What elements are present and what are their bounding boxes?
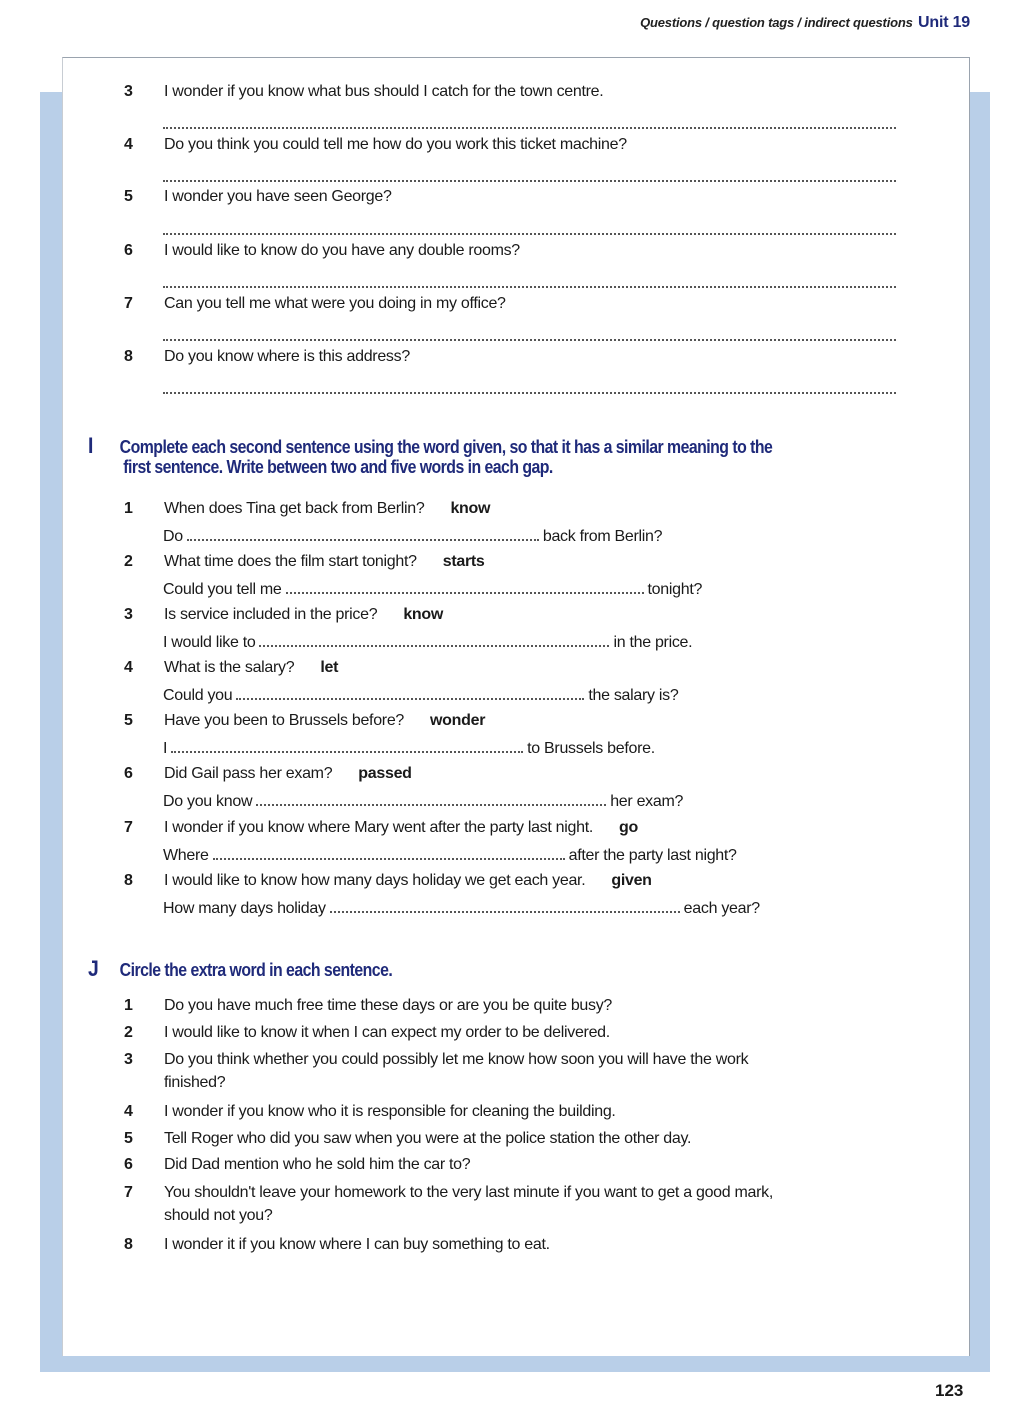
section-i-heading (88, 433, 773, 477)
transformation-line (163, 792, 683, 811)
item-text-continued[interactable]: finished? (164, 1074, 226, 1091)
item-text[interactable]: Do you think whether you could possibly let me know how soon you will have the work (164, 1051, 749, 1068)
item-text[interactable]: Tell Roger who did you saw when you were at the police station the other day. (164, 1130, 692, 1147)
answer-line[interactable] (163, 339, 896, 341)
item-number: 3 (124, 1051, 133, 1068)
suffix: the salary is? (588, 687, 679, 704)
item-text: Can you tell me what were you doing in my office? (164, 295, 506, 312)
answer-gap[interactable] (259, 633, 609, 647)
answer-line[interactable] (163, 180, 896, 182)
item-number: 8 (124, 872, 133, 889)
keyword: wonder (430, 712, 486, 729)
unit-label: Unit 19 (918, 14, 970, 31)
suffix: each year? (683, 900, 760, 917)
item-number: 2 (124, 553, 133, 570)
suffix: back from Berlin? (542, 528, 663, 545)
item-text[interactable]: Did Dad mention who he sold him the car to? (164, 1156, 471, 1173)
item-text: I would like to know do you have any double rooms? (164, 242, 520, 259)
answer-line[interactable] (163, 127, 896, 129)
prefix: I would like to (163, 634, 256, 651)
item-number: 7 (124, 1184, 133, 1201)
item-number: 7 (124, 819, 133, 836)
item-text-continued[interactable]: should not you? (164, 1207, 273, 1224)
item-number: 4 (124, 136, 133, 153)
instruction-line-1: Complete each second sentence using the word given, so that it has a similar meaning to the (119, 437, 773, 457)
item-number: 5 (124, 1130, 133, 1147)
item-sentence: What is the salary? (164, 659, 295, 676)
suffix: to Brussels before. (527, 740, 655, 757)
item-sentence: What time does the film start tonight? (164, 553, 417, 570)
transformation-line (163, 846, 737, 865)
prefix: Could you (163, 687, 233, 704)
running-header (640, 14, 970, 32)
item-text[interactable]: I wonder if you know who it is responsible for cleaning the building. (164, 1103, 616, 1120)
answer-line[interactable] (163, 286, 896, 288)
suffix: after the party last night? (568, 847, 737, 864)
item-number: 4 (124, 1103, 133, 1120)
transformation-line (163, 580, 702, 599)
item-text: I wonder you have seen George? (164, 188, 392, 205)
keyword: passed (358, 765, 412, 782)
prefix: I (163, 740, 168, 757)
keyword: given (611, 872, 652, 889)
item-text[interactable]: I wonder it if you know where I can buy something to eat. (164, 1236, 550, 1253)
transformation-line (163, 527, 662, 546)
frame-band-left (40, 92, 62, 1372)
item-sentence: I would like to know how many days holiday we get each year. (164, 872, 586, 889)
item-number: 1 (124, 500, 133, 517)
item-sentence: When does Tina get back from Berlin? (164, 500, 425, 517)
running-title: Questions / question tags / indirect questions (640, 15, 913, 30)
transformation-line (163, 686, 678, 705)
transformation-line (163, 899, 760, 918)
item-sentence: Is service included in the price? (164, 606, 378, 623)
prefix: Where (163, 847, 209, 864)
instruction-line-2: first sentence. Write between two and five words in each gap. (123, 457, 553, 477)
item-sentence: I wonder if you know where Mary went after the party last night. (164, 819, 594, 836)
item-sentence: Did Gail pass her exam? (164, 765, 333, 782)
item-number: 8 (124, 348, 133, 365)
answer-line[interactable] (163, 233, 896, 235)
prefix: Do (163, 528, 183, 545)
keyword: let (320, 659, 339, 676)
answer-gap[interactable] (171, 739, 523, 753)
transformation-line (163, 633, 692, 652)
keyword: know (403, 606, 444, 623)
prefix: How many days holiday (163, 900, 326, 917)
suffix: her exam? (610, 793, 684, 810)
item-number: 8 (124, 1236, 133, 1253)
item-number: 4 (124, 659, 133, 676)
answer-gap[interactable] (286, 580, 644, 594)
prefix: Could you tell me (163, 581, 282, 598)
item-text[interactable]: Do you have much free time these days or are you be quite busy? (164, 997, 613, 1014)
item-text: I wonder if you know what bus should I catch for the town centre. (164, 83, 604, 100)
item-number: 6 (124, 1156, 133, 1173)
item-number: 6 (124, 765, 133, 782)
page-number: 123 (935, 1381, 964, 1400)
item-text[interactable]: I would like to know it when I can expect my order to be delivered. (164, 1024, 610, 1041)
instruction: Circle the extra word in each sentence. (119, 960, 393, 980)
frame-band-bottom (40, 1355, 990, 1372)
section-j-heading (88, 956, 392, 982)
answer-gap[interactable] (330, 899, 680, 913)
item-number: 3 (124, 606, 133, 623)
item-number: 6 (124, 242, 133, 259)
prefix: Do you know (163, 793, 253, 810)
suffix: in the price. (613, 634, 693, 651)
answer-gap[interactable] (213, 846, 565, 860)
item-text: Do you think you could tell me how do you work this ticket machine? (164, 136, 627, 153)
keyword: starts (442, 553, 485, 570)
item-number: 2 (124, 1024, 133, 1041)
keyword: know (450, 500, 491, 517)
item-number: 5 (124, 188, 133, 205)
transformation-line (163, 739, 655, 758)
item-number: 1 (124, 997, 133, 1014)
section-letter: I (88, 433, 93, 458)
item-number: 3 (124, 83, 133, 100)
answer-gap[interactable] (187, 527, 539, 541)
answer-gap[interactable] (236, 686, 584, 700)
item-text[interactable]: You shouldn't leave your homework to the very last minute if you want to get a good mark, (164, 1184, 774, 1201)
section-letter: J (88, 956, 99, 981)
keyword: go (619, 819, 638, 836)
item-number: 7 (124, 295, 133, 312)
item-sentence: Have you been to Brussels before? (164, 712, 405, 729)
item-number: 5 (124, 712, 133, 729)
item-text: Do you know where is this address? (164, 348, 410, 365)
answer-gap[interactable] (256, 792, 606, 806)
suffix: tonight? (647, 581, 703, 598)
answer-line[interactable] (163, 392, 896, 394)
frame-band-right (968, 92, 990, 1372)
